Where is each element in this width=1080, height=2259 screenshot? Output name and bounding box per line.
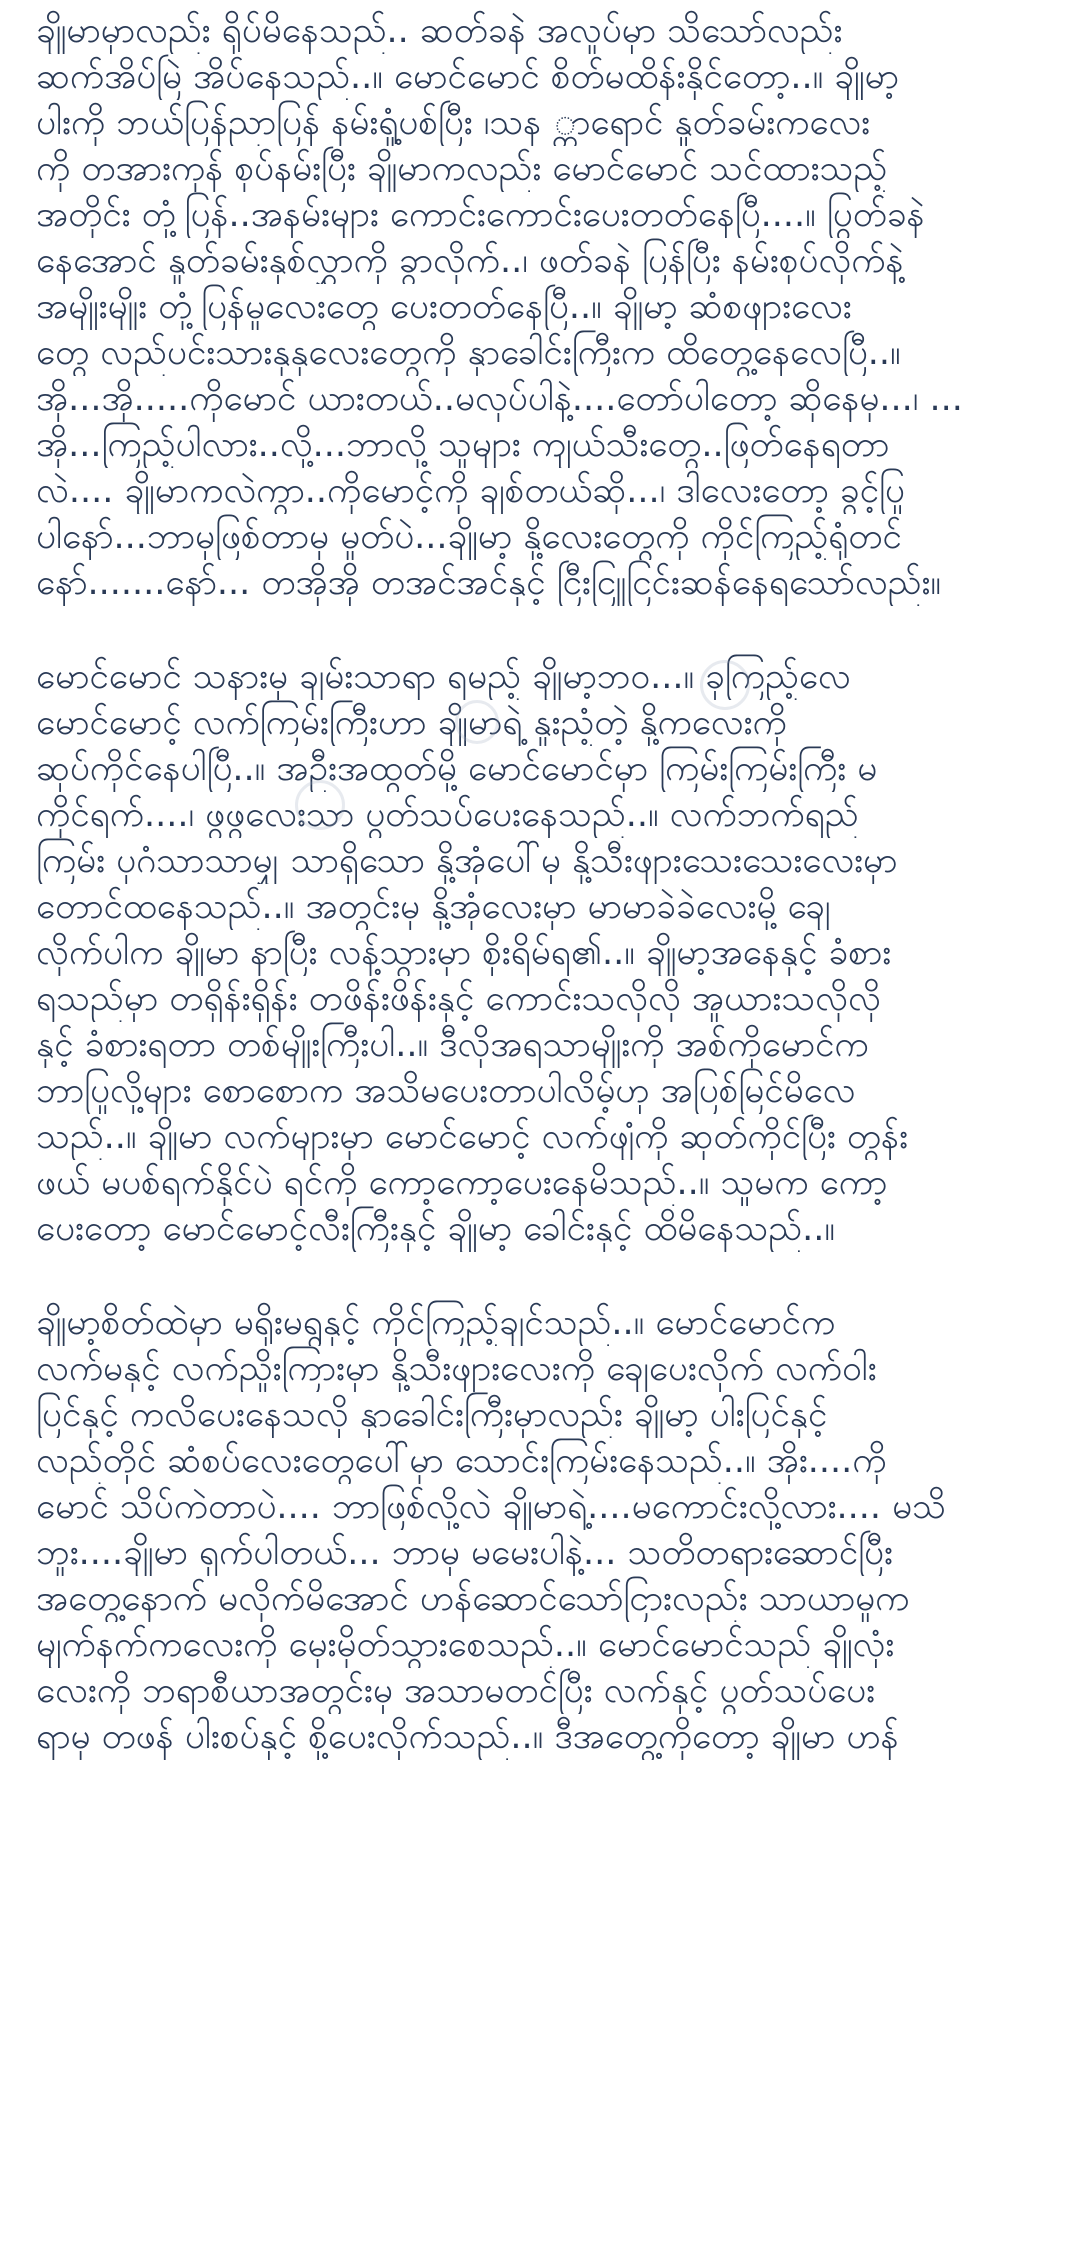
text-line: လိုက်ပါက ချိုမာ နာပြီး လန့်သွားမှာ စိုးရိမ်ရ၏..။ ချိုမာ့အနေနှင့် ခံစား bbox=[36, 933, 892, 973]
text-line: တွေ လည်ပင်းသားနုနုလေးတွေကို နှာခေါင်းကြီးက ထိတွေ့နေလေပြီ..။ bbox=[36, 333, 901, 373]
text-line: ဖယ် မပစ်ရက်နိုင်ပဲ ရင်ကို ကော့ကော့ပေးနေမိသည်..။ သူမက ကော့ bbox=[36, 1163, 888, 1203]
text-line: အို...အို.....ကိုမောင် ယားတယ်..မလုပ်ပါနဲ့....တော်ပါတော့ ဆိုနေမှ...၊ ... bbox=[36, 379, 963, 419]
text-line: ပါနော်...ဘာမှဖြစ်တာမှ မှုတ်ပဲ...ချိုမာ့ နို့လေးတွေကို ကိုင်ကြည့်ရုံတင် bbox=[36, 517, 902, 557]
text-line: နှင့် ခံစားရတာ တစ်မျိုးကြီးပါ..။ ဒီလိုအရသာမျိုးကို အစ်ကိုမောင်က bbox=[36, 1025, 869, 1065]
text-line: မောင်မောင့် လက်ကြမ်းကြီးဟာ ချိုမာရဲ့ နူးညံ့တဲ့ နို့ကလေးကို bbox=[36, 703, 787, 743]
text-line: အတိုင်း တုံ့ပြန်..အနမ်းများ ကောင်းကောင်းပေးတတ်နေပြီ....။ ပြွတ်ခနဲ bbox=[36, 195, 925, 235]
text-line: ချိုမာမှာလည်း ရိုပ်မိနေသည်.. ဆတ်ခနဲ အလှုပ်မှာ သိသော်လည်း bbox=[36, 11, 843, 51]
paragraph-gap bbox=[36, 606, 1054, 654]
text-line: ပါးကို ဘယ်ပြန်ညာပြန် နမ်းရှုံ့ပစ်ပြီး ၊သန ္တာရောင် နှုတ်ခမ်းကလေး bbox=[36, 103, 871, 143]
paragraph-1 bbox=[36, 8, 1054, 606]
paragraph-3 bbox=[36, 1300, 1054, 1760]
text-line: ဆက်အိပ်မြဲ အိပ်နေသည်..။ မောင်မောင် စိတ်မထိန်းနိုင်တော့..။ ချိုမာ့ bbox=[36, 57, 899, 97]
text-line: သည်..။ ချိုမာ လက်များမှာ မောင်မောင့် လက်ဖျံကို ဆုတ်ကိုင်ပြီး တွန်း bbox=[36, 1117, 908, 1157]
touch-indicator-ring bbox=[700, 660, 750, 710]
text-line: ပြင်နှင့် ကလိပေးနေသလို နှာခေါင်းကြီးမှာလည်း ချိုမာ့ ပါးပြင်နှင့် bbox=[36, 1395, 828, 1435]
touch-indicator-ring bbox=[455, 700, 499, 744]
text-line: လက်မနှင့် လက်ညှိုးကြားမှာ နို့သီးဖျားလေးကို ချေပေးလိုက် လက်ဝါး bbox=[36, 1349, 877, 1389]
text-line: အတွေ့နောက် မလိုက်မိအောင် ဟန်ဆောင်သော်ငြားလည်း သာယာမှုက bbox=[36, 1579, 910, 1619]
text-line: လဲ.... ချိုမာကလဲကွာ..ကိုမောင့်ကို ချစ်တယ်ဆို...၊ ဒါလေးတော့ ခွင့်ပြု bbox=[36, 471, 905, 511]
text-line: ကို တအားကုန် စုပ်နမ်းပြီး ချိုမာကလည်း မောင်မောင် သင်ထားသည့် bbox=[36, 149, 888, 189]
text-line: ပေးတော့ မောင်မောင့်လီးကြီးနှင့် ချိုမာ့ ခေါင်းနှင့် ထိမိနေသည်..။ bbox=[36, 1209, 835, 1249]
text-line: လေးကို ဘရာစီယာအတွင်းမှ အသာမတင်ပြီး လက်နှင့် ပွတ်သပ်ပေး bbox=[36, 1671, 876, 1711]
text-line: အို...ကြည့်ပါလား..လို့...ဘာလို့ သူများ ကျယ်သီးတွေ..ဖြတ်နေရတာ bbox=[36, 425, 890, 465]
text-line: ရာမှ တဖန် ပါးစပ်နှင့် စို့ပေးလိုက်သည်..။ ဒီအတွေ့ကိုတော့ ချိုမာ ဟန် bbox=[36, 1717, 899, 1757]
text-line: ကြမ်း ပုဂံသာသာမျှ သာရှိသော နို့အုံပေါ်မှ နို့သီးဖျားသေးသေးလေးမှာ bbox=[36, 841, 898, 881]
text-line: အမျိုးမျိုး တုံ့ပြန်မှုလေးတွေ ပေးတတ်နေပြီ..။ ချိုမာ့ ဆံစဖျားလေး bbox=[36, 287, 852, 327]
touch-indicator-ring bbox=[295, 780, 345, 830]
text-line: ချိုမာ့စိတ်ထဲမှာ မရိုးမရွနှင့် ကိုင်ကြည့်ချင်သည်..။ မောင်မောင်က bbox=[36, 1303, 836, 1343]
text-line: ဘာပြုလို့များ စောစောက အသိမပေးတာပါလိမ့်ဟု အပြစ်မြင်မိလေ bbox=[36, 1071, 856, 1111]
paragraph-2 bbox=[36, 654, 1054, 1252]
text-line: ဘူး....ချိုမာ ရှက်ပါတယ်... ဘာမှ မမေးပါနဲ့... သတိတရားဆောင်ပြီး bbox=[36, 1533, 893, 1573]
text-line: မျက်နက်ကလေးကို မှေးမှိတ်သွားစေသည်..။ မောင်မောင်သည် ချိုလုံး bbox=[36, 1625, 895, 1665]
text-line: ကိုင်ရက်....၊ ဖွဖွလေးသာ ပွတ်သပ်ပေးနေသည်..။ လက်ဘက်ရည် bbox=[36, 795, 859, 835]
text-line: ဆုပ်ကိုင်နေပါပြီ..။ အဦးအထွတ်မို့ မောင်မောင်မှာ ကြမ်းကြမ်းကြီး မ bbox=[36, 749, 878, 789]
text-line: ရသည်မှာ တရှိန်းရှိန်း တဖိန်းဖိန်းနှင့် ကောင်းသလိုလို အူယားသလိုလို bbox=[36, 979, 881, 1019]
text-line: နေအောင် နှုတ်ခမ်းနှစ်လွှာကို ခွာလိုက်..၊ ဖတ်ခနဲ ပြန်ပြီး နမ်းစုပ်လိုက်နဲ့ bbox=[36, 241, 904, 281]
text-line: နော်.......နော်... တအိုအို တအင်အင်နှင့် ငြီးငြူငြင်းဆန်နေရသော်လည်း။ bbox=[36, 563, 941, 603]
paragraph-gap bbox=[36, 1252, 1054, 1300]
text-line: လည်တိုင် ဆံစပ်လေးတွေပေါ်မှာ သောင်းကြမ်းနေသည်..။ အိုး....ကို bbox=[36, 1441, 887, 1481]
text-line: တောင်ထနေသည်..။ အတွင်းမှ နို့အုံလေးမှာ မာမာခဲခဲလေးမို့ ချေ bbox=[36, 887, 831, 927]
text-line: မောင် သိပ်ကဲတာပဲ.... ဘာဖြစ်လို့လဲ ချိုမာရဲ့....မကောင်းလို့လား.... မသိ bbox=[36, 1487, 946, 1527]
text-line: မောင်မောင် သနားမှ ချမ်းသာရာ ရမည့် ချိုမာ့ဘဝ...။ ခုကြည့်လေ bbox=[36, 657, 851, 697]
